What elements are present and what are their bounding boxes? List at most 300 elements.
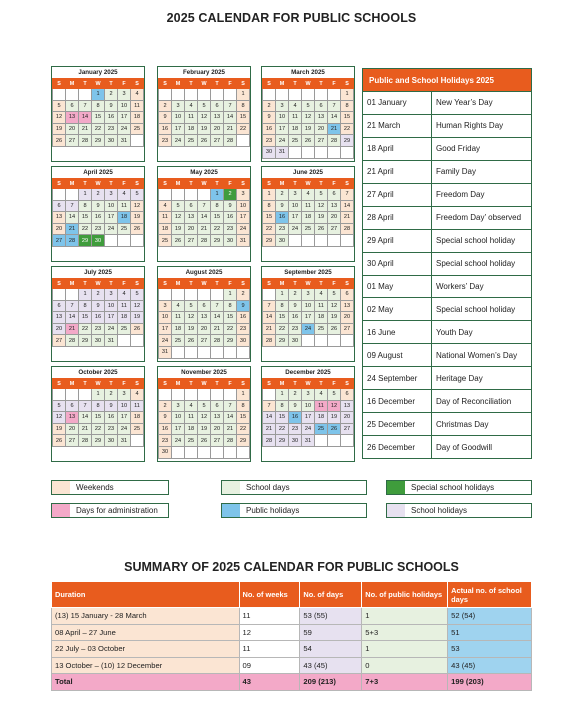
weekday-header: W <box>198 279 211 289</box>
month-name: July 2025 <box>84 269 112 276</box>
holiday-row <box>363 436 532 459</box>
holiday-date: 01 May <box>363 275 432 298</box>
month-july <box>51 266 145 362</box>
calendar-day: 25 <box>315 423 328 435</box>
weekday-header: T <box>185 279 198 289</box>
summary-cell: 53 <box>448 641 532 658</box>
calendar-empty <box>53 289 66 301</box>
calendar-day: 6 <box>53 300 66 312</box>
calendar-day: 25 <box>185 135 198 147</box>
calendar-empty <box>185 89 198 101</box>
calendar-day: 16 <box>224 212 237 224</box>
calendar-day: 27 <box>198 335 211 347</box>
summary-cell: 5+3 <box>362 624 448 641</box>
calendar-day: 5 <box>198 400 211 412</box>
calendar-day: 1 <box>263 189 276 201</box>
weekday-header: F <box>118 79 131 89</box>
month-march <box>261 66 355 162</box>
calendar-day: 17 <box>172 123 185 135</box>
calendar-empty <box>224 446 237 458</box>
month-may <box>157 166 251 262</box>
calendar-empty <box>131 335 144 347</box>
calendar-day: 29 <box>79 335 92 347</box>
weekday-header: S <box>53 79 66 89</box>
calendar-day: 17 <box>105 212 118 224</box>
weekday-header: T <box>315 179 328 189</box>
calendar-day: 31 <box>276 146 289 158</box>
holiday-date: 27 April <box>363 183 432 206</box>
weekday-header: T <box>79 79 92 89</box>
calendar-day: 15 <box>263 212 276 224</box>
calendar-day: 16 <box>105 412 118 424</box>
calendar-empty <box>315 89 328 101</box>
calendar-day: 28 <box>66 335 79 347</box>
calendar-day: 3 <box>105 189 118 201</box>
calendar-day: 2 <box>92 189 105 201</box>
legend-label: Weekends <box>76 483 114 492</box>
calendar-day: 2 <box>159 400 172 412</box>
calendar-day: 26 <box>328 323 341 335</box>
calendar-day: 18 <box>302 212 315 224</box>
calendar-empty <box>198 389 211 401</box>
calendar-day: 10 <box>302 400 315 412</box>
calendar-day: 1 <box>224 289 237 301</box>
weekday-header: T <box>211 279 224 289</box>
weekday-header: S <box>237 79 250 89</box>
summary-cell: 1 <box>362 641 448 658</box>
weekday-header: T <box>185 179 198 189</box>
calendar-day: 27 <box>315 135 328 147</box>
weekday-header: W <box>92 79 105 89</box>
calendar-empty <box>237 446 250 458</box>
weekday-header: S <box>159 279 172 289</box>
weekday-header: T <box>289 279 302 289</box>
weekday-header: S <box>53 279 66 289</box>
calendar-day: 8 <box>92 100 105 112</box>
calendar-day: 22 <box>224 323 237 335</box>
calendar-day: 29 <box>79 235 92 247</box>
calendar-day: 7 <box>211 300 224 312</box>
summary-cell: 08 April – 27 June <box>52 624 240 641</box>
calendar-day: 3 <box>237 189 250 201</box>
calendar-day: 24 <box>172 135 185 147</box>
holiday-date: 21 April <box>363 160 432 183</box>
calendar-day: 12 <box>315 200 328 212</box>
calendar-day: 13 <box>185 212 198 224</box>
calendar-day: 11 <box>159 212 172 224</box>
weekday-header: M <box>276 79 289 89</box>
calendar-day: 30 <box>105 435 118 447</box>
month-name: May 2025 <box>190 169 218 176</box>
calendar-day: 8 <box>92 400 105 412</box>
summary-cell: 1 <box>362 608 448 625</box>
calendar-day: 28 <box>224 135 237 147</box>
weekday-header: T <box>289 379 302 389</box>
holiday-date: 21 March <box>363 114 432 137</box>
calendar-day: 12 <box>328 300 341 312</box>
calendar-day: 14 <box>79 112 92 124</box>
holiday-row <box>363 137 532 160</box>
calendar-day: 30 <box>263 146 276 158</box>
calendar-day: 23 <box>159 135 172 147</box>
calendar-empty <box>263 389 276 401</box>
calendar-day: 9 <box>237 300 250 312</box>
calendar-day: 11 <box>315 400 328 412</box>
calendar-empty <box>289 146 302 158</box>
summary-cell: 11 <box>239 641 300 658</box>
calendar-day: 6 <box>53 200 66 212</box>
calendar-day: 17 <box>302 412 315 424</box>
holiday-date: 16 June <box>363 321 432 344</box>
calendar-day: 25 <box>159 235 172 247</box>
calendar-day: 25 <box>172 335 185 347</box>
calendar-day: 7 <box>328 100 341 112</box>
holiday-row <box>363 367 532 390</box>
summary-cell: 54 <box>300 641 362 658</box>
calendar-day: 24 <box>159 335 172 347</box>
weekday-header: S <box>237 179 250 189</box>
calendar-empty <box>53 89 66 101</box>
calendar-day: 19 <box>131 312 144 324</box>
weekday-header: M <box>172 379 185 389</box>
calendar-day: 23 <box>237 323 250 335</box>
calendar-day: 18 <box>118 312 131 324</box>
calendar-day: 16 <box>159 423 172 435</box>
calendar-day: 4 <box>315 389 328 401</box>
weekday-header: S <box>159 179 172 189</box>
calendar-day: 22 <box>237 123 250 135</box>
calendar-day: 24 <box>118 123 131 135</box>
summary-cell: 53 (55) <box>300 608 362 625</box>
month-name: August 2025 <box>185 269 223 276</box>
weekday-header: S <box>131 379 144 389</box>
weekday-header: S <box>341 179 354 189</box>
summary-cell: 51 <box>448 624 532 641</box>
calendar-day: 5 <box>131 289 144 301</box>
calendar-day: 13 <box>341 400 354 412</box>
calendar-empty <box>341 146 354 158</box>
calendar-day: 6 <box>315 100 328 112</box>
month-april <box>51 166 145 262</box>
summary-cell: 52 (54) <box>448 608 532 625</box>
calendar-day: 28 <box>79 135 92 147</box>
weekday-header: S <box>131 79 144 89</box>
legend-swatch <box>222 504 240 517</box>
calendar-day: 5 <box>53 400 66 412</box>
calendar-day: 23 <box>92 223 105 235</box>
holiday-name: New Year’s Day <box>432 92 532 115</box>
calendar-day: 18 <box>131 112 144 124</box>
calendar-empty <box>289 235 302 247</box>
legend-label: Days for administration <box>76 506 158 515</box>
holiday-row <box>363 344 532 367</box>
calendar-day: 14 <box>224 412 237 424</box>
calendar-day: 17 <box>159 323 172 335</box>
calendar-day: 27 <box>211 435 224 447</box>
weekday-header: W <box>92 379 105 389</box>
weekday-header: S <box>341 279 354 289</box>
weekday-header: W <box>198 79 211 89</box>
calendar-day: 23 <box>289 323 302 335</box>
weekday-header: S <box>263 279 276 289</box>
calendar-day: 11 <box>185 112 198 124</box>
calendar-empty <box>237 346 250 358</box>
legend-label: Public holidays <box>246 506 300 515</box>
calendar-day: 2 <box>224 189 237 201</box>
holiday-row <box>363 321 532 344</box>
holiday-row <box>363 114 532 137</box>
legend-label: School days <box>246 483 290 492</box>
calendar-day: 4 <box>118 189 131 201</box>
summary-total-row <box>52 674 532 691</box>
calendar-day: 26 <box>185 335 198 347</box>
holiday-row <box>363 390 532 413</box>
summary-header: Duration <box>52 582 240 608</box>
calendar-empty <box>289 89 302 101</box>
calendar-empty <box>53 389 66 401</box>
weekday-header: F <box>328 79 341 89</box>
holiday-date: 24 September <box>363 367 432 390</box>
calendar-empty <box>198 89 211 101</box>
holiday-row <box>363 413 532 436</box>
weekday-header: T <box>315 279 328 289</box>
holiday-date: 01 January <box>363 92 432 115</box>
calendar-empty <box>131 135 144 147</box>
calendar-day: 8 <box>79 300 92 312</box>
weekday-header: M <box>66 379 79 389</box>
calendar-day: 30 <box>224 235 237 247</box>
calendar-day: 15 <box>237 412 250 424</box>
calendar-day: 31 <box>118 135 131 147</box>
calendar-day: 23 <box>289 423 302 435</box>
calendar-day: 20 <box>211 123 224 135</box>
calendar-day: 4 <box>315 289 328 301</box>
calendar-day: 3 <box>118 89 131 101</box>
summary-header: No. of weeks <box>239 582 300 608</box>
weekday-header: S <box>341 79 354 89</box>
calendar-day: 21 <box>198 223 211 235</box>
calendar-day: 1 <box>79 189 92 201</box>
holiday-date: 29 April <box>363 229 432 252</box>
calendar-day: 19 <box>172 223 185 235</box>
weekday-header: W <box>92 279 105 289</box>
holiday-row <box>363 298 532 321</box>
calendar-day: 10 <box>172 412 185 424</box>
weekday-header: T <box>105 179 118 189</box>
calendar-day: 10 <box>105 200 118 212</box>
calendar-day: 19 <box>328 412 341 424</box>
calendar-day: 26 <box>172 235 185 247</box>
holiday-date: 09 August <box>363 344 432 367</box>
calendar-day: 14 <box>66 212 79 224</box>
calendar-day: 22 <box>263 223 276 235</box>
calendar-day: 24 <box>276 135 289 147</box>
calendar-day: 2 <box>105 89 118 101</box>
calendar-day: 11 <box>118 200 131 212</box>
month-name: April 2025 <box>83 169 113 176</box>
calendar-day: 14 <box>341 200 354 212</box>
calendar-day: 7 <box>66 300 79 312</box>
calendar-day: 15 <box>224 312 237 324</box>
calendar-day: 1 <box>211 189 224 201</box>
calendar-day: 1 <box>237 389 250 401</box>
weekday-header: S <box>53 179 66 189</box>
calendar-day: 19 <box>328 312 341 324</box>
calendar-day: 20 <box>328 212 341 224</box>
calendar-day: 7 <box>198 200 211 212</box>
calendar-day: 27 <box>341 323 354 335</box>
calendar-empty <box>341 435 354 447</box>
calendar-day: 15 <box>211 212 224 224</box>
calendar-day: 18 <box>289 123 302 135</box>
calendar-day: 1 <box>92 389 105 401</box>
calendar-day: 7 <box>263 400 276 412</box>
calendar-empty <box>66 289 79 301</box>
calendar-day: 26 <box>131 323 144 335</box>
calendar-empty <box>211 89 224 101</box>
weekday-header: W <box>302 179 315 189</box>
calendar-day: 13 <box>211 412 224 424</box>
calendar-day: 23 <box>105 123 118 135</box>
weekday-header: T <box>79 179 92 189</box>
month-august <box>157 266 251 362</box>
legend-item <box>51 480 169 495</box>
calendar-day: 12 <box>328 400 341 412</box>
calendar-day: 5 <box>302 100 315 112</box>
calendar-day: 17 <box>237 212 250 224</box>
summary-header: Actual no. of school days <box>448 582 532 608</box>
page-title: 2025 CALENDAR FOR PUBLIC SCHOOLS <box>166 11 417 25</box>
calendar-day: 23 <box>224 223 237 235</box>
calendar-day: 20 <box>211 423 224 435</box>
calendar-day: 4 <box>172 300 185 312</box>
calendar-day: 13 <box>315 112 328 124</box>
calendar-day: 12 <box>185 312 198 324</box>
calendar-day: 3 <box>159 300 172 312</box>
calendar-day: 4 <box>185 100 198 112</box>
calendar-day: 1 <box>237 89 250 101</box>
calendar-day: 15 <box>276 312 289 324</box>
summary-cell: 12 <box>239 624 300 641</box>
calendar-empty <box>172 289 185 301</box>
calendar-day: 6 <box>341 389 354 401</box>
calendar-day: 29 <box>276 435 289 447</box>
calendar-day: 2 <box>92 289 105 301</box>
month-june <box>261 166 355 262</box>
calendar-day: 20 <box>66 123 79 135</box>
weekday-header: F <box>118 279 131 289</box>
calendar-day: 5 <box>172 200 185 212</box>
calendar-day: 9 <box>105 100 118 112</box>
holiday-date: 02 May <box>363 298 432 321</box>
summary-cell: 09 <box>239 657 300 674</box>
calendar-day: 23 <box>92 323 105 335</box>
calendar-day: 6 <box>341 289 354 301</box>
calendar-day: 5 <box>315 189 328 201</box>
holiday-date: 25 December <box>363 413 432 436</box>
calendar-day: 9 <box>289 400 302 412</box>
month-name: February 2025 <box>183 69 225 76</box>
calendar-day: 12 <box>53 412 66 424</box>
calendar-empty <box>79 389 92 401</box>
calendar-day: 29 <box>237 435 250 447</box>
calendar-day: 24 <box>237 223 250 235</box>
calendar-day: 8 <box>237 100 250 112</box>
calendar-day: 12 <box>302 112 315 124</box>
calendar-day: 22 <box>237 423 250 435</box>
calendar-day: 12 <box>131 300 144 312</box>
calendar-day: 17 <box>276 123 289 135</box>
calendar-day: 26 <box>315 223 328 235</box>
calendar-day: 29 <box>224 335 237 347</box>
calendar-empty <box>118 335 131 347</box>
calendar-day: 30 <box>105 135 118 147</box>
calendar-day: 10 <box>159 312 172 324</box>
calendar-day: 10 <box>276 112 289 124</box>
weekday-header: S <box>263 79 276 89</box>
calendar-day: 8 <box>79 200 92 212</box>
calendar-empty <box>315 335 328 347</box>
calendar-day: 20 <box>66 423 79 435</box>
month-november <box>157 366 251 462</box>
weekday-header: W <box>198 379 211 389</box>
calendar-day: 6 <box>211 100 224 112</box>
summary-cell: 59 <box>300 624 362 641</box>
calendar-empty <box>185 346 198 358</box>
summary-total-cell: 209 (213) <box>300 674 362 691</box>
legend-item <box>386 480 532 495</box>
calendar-day: 9 <box>289 300 302 312</box>
calendar-day: 10 <box>302 300 315 312</box>
calendar-day: 4 <box>131 89 144 101</box>
weekday-header: F <box>224 279 237 289</box>
holiday-row <box>363 229 532 252</box>
calendar-day: 1 <box>276 289 289 301</box>
calendar-day: 17 <box>118 412 131 424</box>
summary-cell: 43 (45) <box>300 657 362 674</box>
calendar-day: 12 <box>131 200 144 212</box>
calendar-day: 6 <box>328 189 341 201</box>
calendar-empty <box>159 289 172 301</box>
calendar-day: 2 <box>289 289 302 301</box>
calendar-day: 3 <box>172 100 185 112</box>
calendar-day: 26 <box>53 435 66 447</box>
legend-swatch <box>387 481 405 494</box>
holidays-table-header: Public and School Holidays 2025 <box>363 69 532 92</box>
calendar-day: 24 <box>289 223 302 235</box>
calendar-day: 27 <box>341 423 354 435</box>
summary-row <box>52 657 532 674</box>
calendar-day: 31 <box>118 435 131 447</box>
calendar-day: 17 <box>172 423 185 435</box>
calendar-day: 4 <box>289 100 302 112</box>
weekday-header: T <box>211 379 224 389</box>
calendar-empty <box>341 335 354 347</box>
calendar-empty <box>237 135 250 147</box>
calendar-day: 9 <box>224 200 237 212</box>
calendar-day: 6 <box>66 100 79 112</box>
summary-row <box>52 641 532 658</box>
calendar-day: 18 <box>185 423 198 435</box>
calendar-day: 11 <box>289 112 302 124</box>
calendar-day: 19 <box>198 423 211 435</box>
weekday-header: T <box>185 379 198 389</box>
calendar-day: 7 <box>79 100 92 112</box>
calendar-day: 17 <box>302 312 315 324</box>
calendar-day: 21 <box>79 423 92 435</box>
calendar-day: 2 <box>105 389 118 401</box>
calendar-day: 26 <box>302 135 315 147</box>
